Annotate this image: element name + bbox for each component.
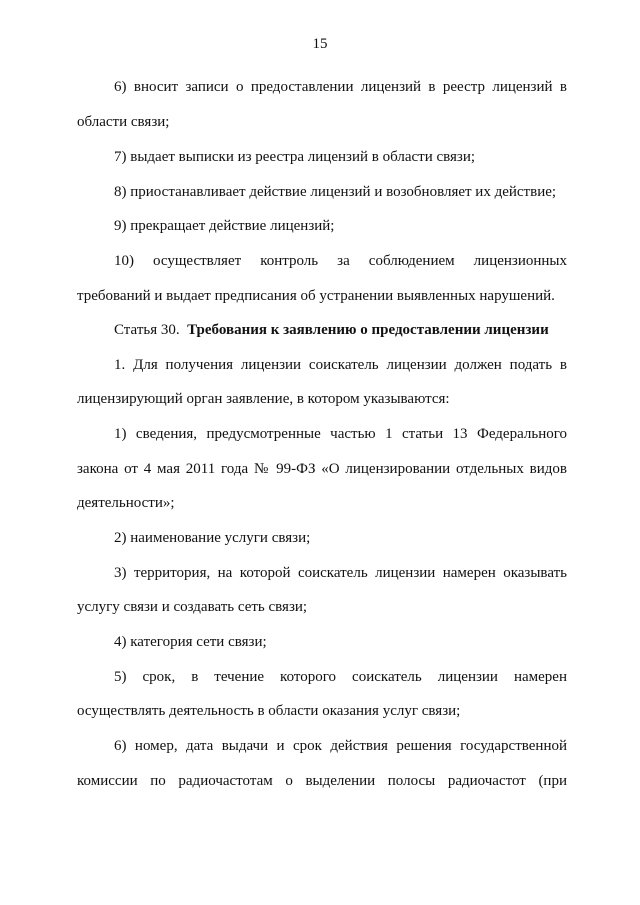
text-line: 5) срок, в течение которого соискатель лицензии намерен: [114, 669, 567, 685]
text-line: лицензирующий орган заявление, в котором указываются:: [77, 391, 450, 407]
text-line: закона от 4 мая 2011 года № 99-ФЗ «О лицензировании отдельных видов: [77, 461, 567, 477]
article-title: Требования к заявлению о предоставлении лицензии: [187, 322, 549, 338]
text-line: области связи;: [77, 114, 170, 130]
text-line: 2) наименование услуги связи;: [114, 530, 311, 546]
text-line: 6) номер, дата выдачи и срок действия решения государственной: [114, 738, 567, 754]
text-line: 7) выдает выписки из реестра лицензий в области связи;: [114, 149, 476, 165]
text-line: 8) приостанавливает действие лицензий и возобновляет их действие;: [114, 184, 557, 200]
text-line: 3) территория, на которой соискатель лицензии намерен оказывать: [114, 565, 567, 581]
page-number: 15: [312, 36, 328, 52]
text-line: услугу связи и создавать сеть связи;: [77, 599, 308, 615]
text-line: 10) осуществляет контроль за соблюдением лицензионных: [114, 253, 567, 269]
text-line: осуществлять деятельность в области оказания услуг связи;: [77, 703, 461, 719]
text-line: 1) сведения, предусмотренные частью 1 статьи 13 Федерального: [114, 426, 567, 442]
article-heading: [114, 320, 567, 340]
text-line: требований и выдает предписания об устранении выявленных нарушений.: [77, 288, 555, 304]
article-label: Статья 30.: [114, 322, 180, 338]
text-line: 1. Для получения лицензии соискатель лицензии должен подать в: [114, 357, 567, 373]
text-line: 9) прекращает действие лицензий;: [114, 218, 335, 234]
text-line: комиссии по радиочастотам о выделении полосы радиочастот (при: [77, 773, 567, 789]
text-line: деятельности»;: [77, 495, 175, 511]
text-line: 4) категория сети связи;: [114, 634, 267, 650]
text-line: 6) вносит записи о предоставлении лицензий в реестр лицензий в: [114, 79, 567, 95]
